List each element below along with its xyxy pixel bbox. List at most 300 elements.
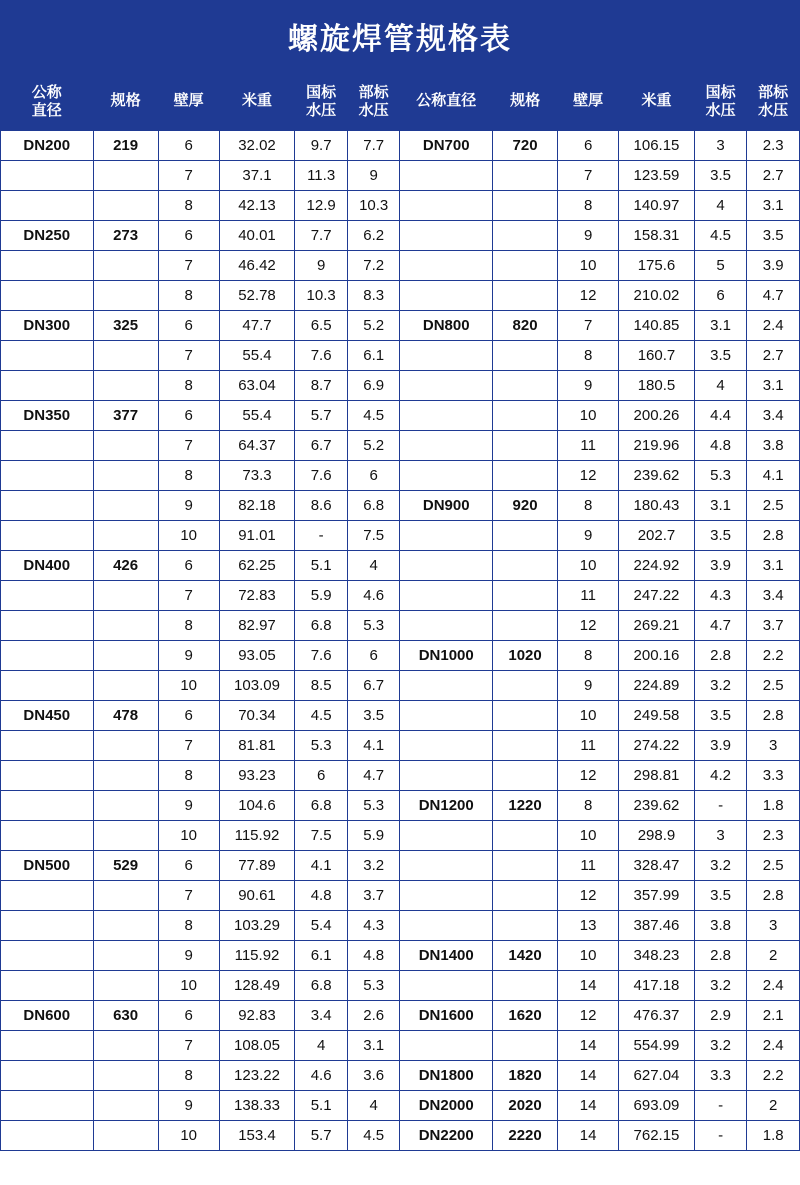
cell-gb-pressure-left: 6.1 <box>295 941 348 971</box>
cell-bb-pressure-left: 7.5 <box>347 521 400 551</box>
cell-nominal-diameter-right <box>400 221 493 251</box>
cell-bb-pressure-right: 4.7 <box>747 281 800 311</box>
cell-size-left <box>93 941 158 971</box>
cell-size-left <box>93 1121 158 1151</box>
cell-wall-thickness-left: 9 <box>158 791 219 821</box>
cell-size-right <box>492 341 557 371</box>
cell-size-left <box>93 1031 158 1061</box>
cell-wall-thickness-left: 6 <box>158 701 219 731</box>
header-bb-pressure-left-line1: 部标 <box>358 84 389 102</box>
cell-size-left: 325 <box>93 311 158 341</box>
cell-wall-thickness-right: 11 <box>558 731 619 761</box>
cell-nominal-diameter-right <box>400 701 493 731</box>
cell-size-left <box>93 281 158 311</box>
cell-wall-thickness-left: 10 <box>158 971 219 1001</box>
cell-nominal-diameter-left <box>1 461 94 491</box>
cell-nominal-diameter-left <box>1 1031 94 1061</box>
cell-nominal-diameter-right: DN800 <box>400 311 493 341</box>
cell-weight-per-meter-right: 175.6 <box>619 251 695 281</box>
cell-size-left <box>93 611 158 641</box>
cell-weight-per-meter-right: 224.89 <box>619 671 695 701</box>
cell-gb-pressure-right: 3.5 <box>694 521 747 551</box>
cell-wall-thickness-right: 12 <box>558 611 619 641</box>
cell-weight-per-meter-left: 46.42 <box>219 251 295 281</box>
cell-wall-thickness-left: 8 <box>158 911 219 941</box>
cell-wall-thickness-left: 7 <box>158 161 219 191</box>
cell-gb-pressure-left: 4 <box>295 1031 348 1061</box>
cell-bb-pressure-left: 4.6 <box>347 581 400 611</box>
cell-gb-pressure-right: 3 <box>694 821 747 851</box>
table-row <box>1 191 800 221</box>
cell-wall-thickness-left: 7 <box>158 731 219 761</box>
cell-wall-thickness-left: 10 <box>158 821 219 851</box>
cell-size-right <box>492 161 557 191</box>
cell-bb-pressure-right: 1.8 <box>747 791 800 821</box>
cell-size-left <box>93 791 158 821</box>
cell-wall-thickness-right: 6 <box>558 131 619 161</box>
cell-bb-pressure-right: 3.1 <box>747 191 800 221</box>
cell-size-left <box>93 161 158 191</box>
cell-size-left <box>93 641 158 671</box>
cell-wall-thickness-right: 10 <box>558 401 619 431</box>
cell-nominal-diameter-left <box>1 881 94 911</box>
cell-gb-pressure-left: 4.1 <box>295 851 348 881</box>
table-row <box>1 761 800 791</box>
cell-size-left <box>93 911 158 941</box>
cell-size-left <box>93 971 158 1001</box>
cell-bb-pressure-left: 5.2 <box>347 431 400 461</box>
cell-nominal-diameter-left <box>1 641 94 671</box>
header-nominal-diameter-left <box>1 73 94 131</box>
cell-weight-per-meter-left: 81.81 <box>219 731 295 761</box>
cell-weight-per-meter-left: 138.33 <box>219 1091 295 1121</box>
cell-bb-pressure-right: 2.2 <box>747 641 800 671</box>
cell-size-left <box>93 431 158 461</box>
cell-nominal-diameter-left <box>1 611 94 641</box>
cell-bb-pressure-right: 2 <box>747 941 800 971</box>
cell-weight-per-meter-left: 82.18 <box>219 491 295 521</box>
cell-weight-per-meter-right: 357.99 <box>619 881 695 911</box>
cell-nominal-diameter-right <box>400 1031 493 1061</box>
table-row <box>1 371 800 401</box>
cell-gb-pressure-left: 7.7 <box>295 221 348 251</box>
cell-nominal-diameter-left <box>1 911 94 941</box>
cell-weight-per-meter-right: 298.9 <box>619 821 695 851</box>
cell-wall-thickness-left: 9 <box>158 491 219 521</box>
cell-wall-thickness-right: 8 <box>558 791 619 821</box>
cell-size-right: 1820 <box>492 1061 557 1091</box>
cell-size-right <box>492 251 557 281</box>
cell-gb-pressure-right: 4 <box>694 191 747 221</box>
cell-wall-thickness-right: 7 <box>558 161 619 191</box>
cell-nominal-diameter-left <box>1 191 94 221</box>
cell-bb-pressure-right: 2.7 <box>747 341 800 371</box>
cell-gb-pressure-right: 3 <box>694 131 747 161</box>
cell-wall-thickness-right: 11 <box>558 581 619 611</box>
cell-gb-pressure-left: 6.8 <box>295 611 348 641</box>
cell-gb-pressure-right: 3.3 <box>694 1061 747 1091</box>
header-nominal-diameter-left-line2: 直径 <box>31 101 62 119</box>
cell-weight-per-meter-left: 55.4 <box>219 341 295 371</box>
cell-wall-thickness-right: 11 <box>558 431 619 461</box>
header-size-left: 规格 <box>93 73 158 131</box>
cell-wall-thickness-right: 14 <box>558 1121 619 1151</box>
cell-wall-thickness-left: 7 <box>158 881 219 911</box>
cell-size-left <box>93 881 158 911</box>
cell-size-right <box>492 881 557 911</box>
header-gb-pressure-left-line2: 水压 <box>306 101 337 119</box>
cell-wall-thickness-right: 13 <box>558 911 619 941</box>
cell-gb-pressure-right: 5.3 <box>694 461 747 491</box>
cell-wall-thickness-left: 6 <box>158 221 219 251</box>
table-row <box>1 161 800 191</box>
cell-gb-pressure-right: 4.4 <box>694 401 747 431</box>
cell-gb-pressure-right: 3.5 <box>694 701 747 731</box>
cell-wall-thickness-right: 12 <box>558 281 619 311</box>
cell-wall-thickness-left: 10 <box>158 1121 219 1151</box>
cell-weight-per-meter-left: 115.92 <box>219 821 295 851</box>
cell-size-right <box>492 521 557 551</box>
cell-nominal-diameter-left <box>1 941 94 971</box>
cell-bb-pressure-left: 7.7 <box>347 131 400 161</box>
cell-weight-per-meter-right: 417.18 <box>619 971 695 1001</box>
cell-gb-pressure-right: 4.3 <box>694 581 747 611</box>
cell-gb-pressure-right: 3.5 <box>694 341 747 371</box>
cell-size-right: 920 <box>492 491 557 521</box>
cell-wall-thickness-right: 14 <box>558 1061 619 1091</box>
cell-wall-thickness-left: 6 <box>158 311 219 341</box>
cell-nominal-diameter-right <box>400 851 493 881</box>
cell-bb-pressure-right: 2.4 <box>747 971 800 1001</box>
cell-weight-per-meter-right: 298.81 <box>619 761 695 791</box>
cell-nominal-diameter-right: DN2000 <box>400 1091 493 1121</box>
cell-weight-per-meter-right: 140.85 <box>619 311 695 341</box>
cell-bb-pressure-left: 10.3 <box>347 191 400 221</box>
cell-size-right: 1620 <box>492 1001 557 1031</box>
cell-weight-per-meter-left: 103.09 <box>219 671 295 701</box>
cell-weight-per-meter-right: 200.16 <box>619 641 695 671</box>
cell-weight-per-meter-left: 72.83 <box>219 581 295 611</box>
cell-wall-thickness-right: 9 <box>558 521 619 551</box>
cell-wall-thickness-left: 6 <box>158 551 219 581</box>
table-row <box>1 1001 800 1031</box>
cell-bb-pressure-right: 2.4 <box>747 1031 800 1061</box>
cell-weight-per-meter-right: 348.23 <box>619 941 695 971</box>
cell-weight-per-meter-right: 274.22 <box>619 731 695 761</box>
cell-gb-pressure-left: 5.4 <box>295 911 348 941</box>
cell-size-left <box>93 371 158 401</box>
cell-bb-pressure-left: 6 <box>347 641 400 671</box>
cell-weight-per-meter-right: 239.62 <box>619 791 695 821</box>
cell-nominal-diameter-right <box>400 371 493 401</box>
cell-size-left <box>93 461 158 491</box>
cell-weight-per-meter-left: 128.49 <box>219 971 295 1001</box>
cell-wall-thickness-right: 14 <box>558 971 619 1001</box>
cell-nominal-diameter-right <box>400 671 493 701</box>
cell-weight-per-meter-right: 106.15 <box>619 131 695 161</box>
cell-weight-per-meter-right: 328.47 <box>619 851 695 881</box>
header-bb-pressure-left-line2: 水压 <box>358 101 389 119</box>
cell-bb-pressure-left: 3.5 <box>347 701 400 731</box>
cell-nominal-diameter-left <box>1 161 94 191</box>
table-row <box>1 791 800 821</box>
cell-weight-per-meter-right: 554.99 <box>619 1031 695 1061</box>
cell-bb-pressure-left: 7.2 <box>347 251 400 281</box>
cell-bb-pressure-right: 3 <box>747 911 800 941</box>
cell-gb-pressure-left: 10.3 <box>295 281 348 311</box>
table-row <box>1 221 800 251</box>
cell-size-right <box>492 581 557 611</box>
cell-weight-per-meter-right: 180.43 <box>619 491 695 521</box>
cell-weight-per-meter-left: 47.7 <box>219 311 295 341</box>
cell-size-right <box>492 701 557 731</box>
cell-size-right: 1420 <box>492 941 557 971</box>
cell-bb-pressure-right: 3.1 <box>747 551 800 581</box>
cell-gb-pressure-right: 3.8 <box>694 911 747 941</box>
cell-bb-pressure-right: 2.8 <box>747 521 800 551</box>
cell-gb-pressure-left: 8.7 <box>295 371 348 401</box>
cell-wall-thickness-right: 12 <box>558 1001 619 1031</box>
cell-wall-thickness-right: 8 <box>558 491 619 521</box>
cell-gb-pressure-left: 7.6 <box>295 641 348 671</box>
header-gb-pressure-right <box>694 73 747 131</box>
cell-nominal-diameter-right <box>400 551 493 581</box>
cell-nominal-diameter-left <box>1 1061 94 1091</box>
cell-size-right <box>492 191 557 221</box>
cell-nominal-diameter-left <box>1 731 94 761</box>
cell-weight-per-meter-right: 476.37 <box>619 1001 695 1031</box>
cell-weight-per-meter-right: 693.09 <box>619 1091 695 1121</box>
cell-size-right <box>492 551 557 581</box>
cell-gb-pressure-left: 12.9 <box>295 191 348 221</box>
cell-wall-thickness-left: 6 <box>158 1001 219 1031</box>
cell-wall-thickness-left: 7 <box>158 341 219 371</box>
cell-bb-pressure-right: 2 <box>747 1091 800 1121</box>
cell-bb-pressure-left: 9 <box>347 161 400 191</box>
cell-wall-thickness-right: 10 <box>558 251 619 281</box>
cell-nominal-diameter-left: DN400 <box>1 551 94 581</box>
cell-size-left <box>93 821 158 851</box>
cell-weight-per-meter-right: 160.7 <box>619 341 695 371</box>
cell-gb-pressure-left: 7.6 <box>295 341 348 371</box>
cell-bb-pressure-right: 3.1 <box>747 371 800 401</box>
cell-bb-pressure-right: 2.4 <box>747 311 800 341</box>
table-row <box>1 281 800 311</box>
cell-wall-thickness-right: 10 <box>558 551 619 581</box>
cell-bb-pressure-left: 3.2 <box>347 851 400 881</box>
table-row <box>1 851 800 881</box>
cell-size-left: 377 <box>93 401 158 431</box>
cell-bb-pressure-left: 4.1 <box>347 731 400 761</box>
cell-weight-per-meter-left: 115.92 <box>219 941 295 971</box>
cell-gb-pressure-left: 8.5 <box>295 671 348 701</box>
table-row <box>1 551 800 581</box>
cell-gb-pressure-right: 4.7 <box>694 611 747 641</box>
cell-wall-thickness-left: 6 <box>158 131 219 161</box>
cell-bb-pressure-left: 5.2 <box>347 311 400 341</box>
cell-bb-pressure-right: 3.8 <box>747 431 800 461</box>
table-row <box>1 821 800 851</box>
cell-weight-per-meter-right: 180.5 <box>619 371 695 401</box>
cell-bb-pressure-left: 6.9 <box>347 371 400 401</box>
cell-gb-pressure-right: 3.2 <box>694 1031 747 1061</box>
cell-bb-pressure-right: 2.1 <box>747 1001 800 1031</box>
cell-bb-pressure-right: 2.5 <box>747 491 800 521</box>
cell-gb-pressure-left: 4.6 <box>295 1061 348 1091</box>
cell-weight-per-meter-left: 70.34 <box>219 701 295 731</box>
cell-wall-thickness-left: 8 <box>158 611 219 641</box>
cell-weight-per-meter-right: 210.02 <box>619 281 695 311</box>
table-header-row <box>1 73 800 131</box>
cell-size-right <box>492 401 557 431</box>
cell-bb-pressure-left: 6.8 <box>347 491 400 521</box>
cell-size-left <box>93 731 158 761</box>
cell-wall-thickness-left: 8 <box>158 371 219 401</box>
cell-size-right: 2220 <box>492 1121 557 1151</box>
table-row <box>1 1091 800 1121</box>
cell-wall-thickness-right: 8 <box>558 641 619 671</box>
cell-weight-per-meter-right: 762.15 <box>619 1121 695 1151</box>
cell-nominal-diameter-right: DN1800 <box>400 1061 493 1091</box>
cell-gb-pressure-right: 3.1 <box>694 491 747 521</box>
cell-gb-pressure-right: - <box>694 1121 747 1151</box>
cell-gb-pressure-right: 3.2 <box>694 671 747 701</box>
cell-size-right <box>492 731 557 761</box>
cell-gb-pressure-right: 2.8 <box>694 641 747 671</box>
spec-table <box>0 72 800 1151</box>
cell-bb-pressure-left: 2.6 <box>347 1001 400 1031</box>
cell-weight-per-meter-left: 73.3 <box>219 461 295 491</box>
cell-weight-per-meter-left: 153.4 <box>219 1121 295 1151</box>
cell-nominal-diameter-right <box>400 161 493 191</box>
cell-weight-per-meter-right: 219.96 <box>619 431 695 461</box>
cell-wall-thickness-left: 7 <box>158 251 219 281</box>
cell-weight-per-meter-right: 247.22 <box>619 581 695 611</box>
cell-bb-pressure-left: 4.5 <box>347 401 400 431</box>
cell-wall-thickness-right: 9 <box>558 221 619 251</box>
cell-size-left <box>93 581 158 611</box>
table-row <box>1 671 800 701</box>
cell-size-right: 1220 <box>492 791 557 821</box>
cell-wall-thickness-left: 6 <box>158 401 219 431</box>
cell-wall-thickness-left: 6 <box>158 851 219 881</box>
table-row <box>1 911 800 941</box>
cell-wall-thickness-right: 10 <box>558 701 619 731</box>
cell-weight-per-meter-right: 627.04 <box>619 1061 695 1091</box>
cell-nominal-diameter-right <box>400 881 493 911</box>
cell-gb-pressure-left: 6.8 <box>295 971 348 1001</box>
cell-bb-pressure-left: 4.5 <box>347 1121 400 1151</box>
cell-gb-pressure-right: 3.9 <box>694 551 747 581</box>
cell-weight-per-meter-left: 92.83 <box>219 1001 295 1031</box>
cell-bb-pressure-left: 3.6 <box>347 1061 400 1091</box>
cell-nominal-diameter-left <box>1 791 94 821</box>
page-title: 螺旋焊管规格表 <box>0 0 800 72</box>
cell-nominal-diameter-left <box>1 581 94 611</box>
header-bb-pressure-left <box>347 73 400 131</box>
cell-nominal-diameter-right <box>400 461 493 491</box>
cell-nominal-diameter-left <box>1 821 94 851</box>
cell-size-right <box>492 611 557 641</box>
cell-nominal-diameter-right: DN700 <box>400 131 493 161</box>
cell-weight-per-meter-left: 64.37 <box>219 431 295 461</box>
cell-bb-pressure-left: 3.7 <box>347 881 400 911</box>
cell-nominal-diameter-left <box>1 281 94 311</box>
cell-gb-pressure-right: 4.5 <box>694 221 747 251</box>
cell-nominal-diameter-left <box>1 371 94 401</box>
cell-size-right: 1020 <box>492 641 557 671</box>
cell-nominal-diameter-right: DN2200 <box>400 1121 493 1151</box>
cell-gb-pressure-left: 6.5 <box>295 311 348 341</box>
cell-bb-pressure-left: 4.7 <box>347 761 400 791</box>
cell-wall-thickness-left: 7 <box>158 1031 219 1061</box>
cell-weight-per-meter-right: 224.92 <box>619 551 695 581</box>
cell-wall-thickness-right: 11 <box>558 851 619 881</box>
cell-size-left <box>93 761 158 791</box>
cell-wall-thickness-left: 9 <box>158 941 219 971</box>
cell-gb-pressure-left: 6 <box>295 761 348 791</box>
cell-size-right <box>492 281 557 311</box>
cell-weight-per-meter-right: 239.62 <box>619 461 695 491</box>
cell-gb-pressure-left: 5.9 <box>295 581 348 611</box>
header-weight-per-meter-left: 米重 <box>219 73 295 131</box>
cell-wall-thickness-left: 9 <box>158 1091 219 1121</box>
header-size-right: 规格 <box>492 73 557 131</box>
cell-bb-pressure-left: 5.3 <box>347 971 400 1001</box>
cell-gb-pressure-left: 9 <box>295 251 348 281</box>
cell-nominal-diameter-right <box>400 251 493 281</box>
cell-weight-per-meter-left: 40.01 <box>219 221 295 251</box>
cell-wall-thickness-right: 9 <box>558 371 619 401</box>
cell-nominal-diameter-left: DN200 <box>1 131 94 161</box>
cell-nominal-diameter-left: DN250 <box>1 221 94 251</box>
cell-size-right <box>492 221 557 251</box>
cell-wall-thickness-left: 10 <box>158 521 219 551</box>
cell-weight-per-meter-right: 202.7 <box>619 521 695 551</box>
cell-gb-pressure-left: 8.6 <box>295 491 348 521</box>
cell-bb-pressure-right: 3.7 <box>747 611 800 641</box>
cell-gb-pressure-left: 5.1 <box>295 551 348 581</box>
cell-gb-pressure-left: 11.3 <box>295 161 348 191</box>
cell-gb-pressure-right: 3.5 <box>694 161 747 191</box>
cell-size-left: 219 <box>93 131 158 161</box>
cell-bb-pressure-right: 2.8 <box>747 701 800 731</box>
header-bb-pressure-right-line1: 部标 <box>758 84 789 102</box>
header-gb-pressure-left-line1: 国标 <box>306 84 337 102</box>
cell-bb-pressure-right: 2.2 <box>747 1061 800 1091</box>
table-row <box>1 731 800 761</box>
cell-size-right <box>492 851 557 881</box>
cell-gb-pressure-right: - <box>694 791 747 821</box>
cell-wall-thickness-right: 14 <box>558 1031 619 1061</box>
header-nominal-diameter-left-line1: 公称 <box>31 84 62 102</box>
cell-gb-pressure-right: 4.2 <box>694 761 747 791</box>
cell-wall-thickness-left: 7 <box>158 581 219 611</box>
header-weight-per-meter-right: 米重 <box>619 73 695 131</box>
cell-weight-per-meter-right: 269.21 <box>619 611 695 641</box>
cell-bb-pressure-left: 3.1 <box>347 1031 400 1061</box>
cell-nominal-diameter-left: DN350 <box>1 401 94 431</box>
cell-bb-pressure-right: 2.5 <box>747 851 800 881</box>
cell-size-left <box>93 1061 158 1091</box>
cell-wall-thickness-right: 10 <box>558 821 619 851</box>
cell-wall-thickness-right: 8 <box>558 191 619 221</box>
cell-nominal-diameter-left <box>1 1121 94 1151</box>
cell-wall-thickness-left: 10 <box>158 671 219 701</box>
cell-wall-thickness-right: 14 <box>558 1091 619 1121</box>
cell-nominal-diameter-right <box>400 761 493 791</box>
table-row <box>1 1061 800 1091</box>
